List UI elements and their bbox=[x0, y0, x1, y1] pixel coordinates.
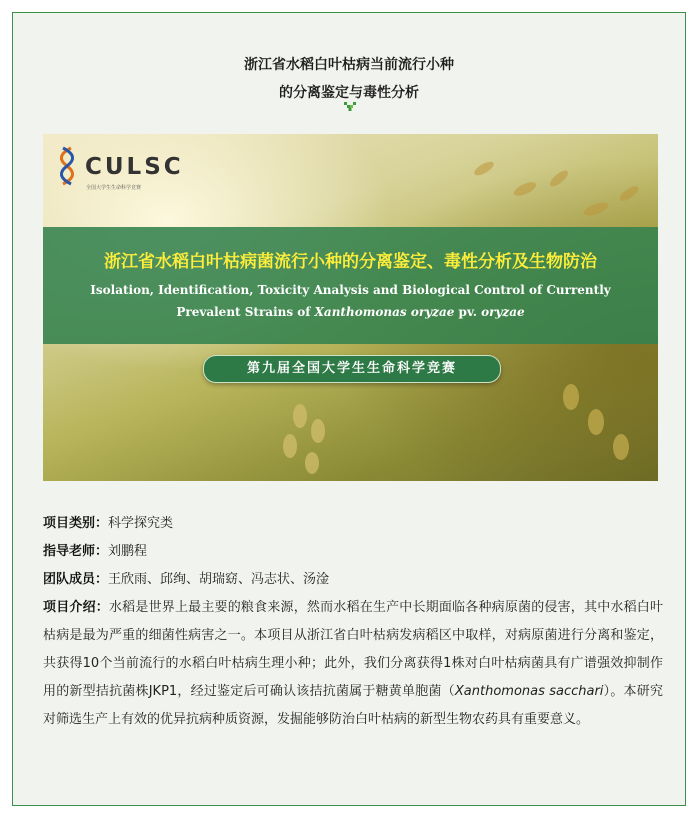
team-label: 团队成员： bbox=[43, 572, 109, 587]
advisor-label: 指导老师： bbox=[43, 544, 109, 559]
advisor-row bbox=[43, 538, 663, 566]
intro-paragraph bbox=[43, 594, 663, 734]
leaf-ornament-icon bbox=[344, 102, 356, 112]
category-value: 科学探究类 bbox=[108, 516, 174, 531]
intro-label: 项目介绍： bbox=[43, 600, 109, 615]
banner-title-strip bbox=[43, 227, 658, 344]
dna-helix-icon bbox=[57, 146, 77, 186]
category-label: 项目类别： bbox=[43, 516, 109, 531]
logo-subtitle: 全国大学生生命科学竞赛 bbox=[86, 185, 142, 191]
banner-title-en bbox=[43, 279, 658, 323]
project-banner-image bbox=[43, 134, 658, 481]
category-row bbox=[43, 510, 663, 538]
team-row bbox=[43, 566, 663, 594]
team-value: 王欣雨、邱绚、胡瑞窈、冯志状、汤淦 bbox=[108, 572, 330, 587]
logo-text: CULSC bbox=[85, 154, 184, 180]
intro-text-1: 水稻是世界上最主要的粮食来源，然而水稻在生产中长期面临各种病原菌的侵害，其中水稻白叶枯病是最为严重的细菌性病害之一。本项目从浙江省白叶枯病发病稻区中取样，对病原菌进行分离和鉴定，共获得10个当前流行的水稻白叶枯病生理小种；此外，我们分离获得1株对白叶枯病菌具有广谱强效抑制作用的新型拮抗菌株JKP1，经过鉴定后可确认该拮抗菌属于糖黄单胞菌（ bbox=[43, 600, 663, 699]
article-card bbox=[12, 12, 686, 806]
project-info bbox=[43, 510, 663, 734]
banner-title-cn: 浙江省水稻白叶枯病菌流行小种的分离鉴定、毒性分析及生物防治 bbox=[104, 252, 597, 272]
article-title bbox=[13, 51, 685, 107]
intro-text-2: ）。本研究对筛选生产上有效的优异抗病种质资源，发掘能够防治白叶枯病的新型生物农药具有重要意义。 bbox=[43, 684, 663, 727]
competition-badge: 第九届全国大学生生命科学竞赛 bbox=[203, 355, 501, 383]
banner-title-en-line1: Isolation, Identification, Toxicity Analysis and Biological Control of Currently bbox=[90, 283, 611, 297]
banner-title-en-line2: Prevalent Strains of Xanthomonas oryzae pv. oryzae bbox=[176, 305, 525, 319]
title-line-2: 的分离鉴定与毒性分析 bbox=[279, 85, 419, 101]
advisor-value: 刘鹏程 bbox=[108, 544, 148, 559]
title-line-1: 浙江省水稻白叶枯病当前流行小种 bbox=[244, 57, 454, 73]
intro-species-name: Xanthomonas sacchari bbox=[454, 684, 604, 699]
